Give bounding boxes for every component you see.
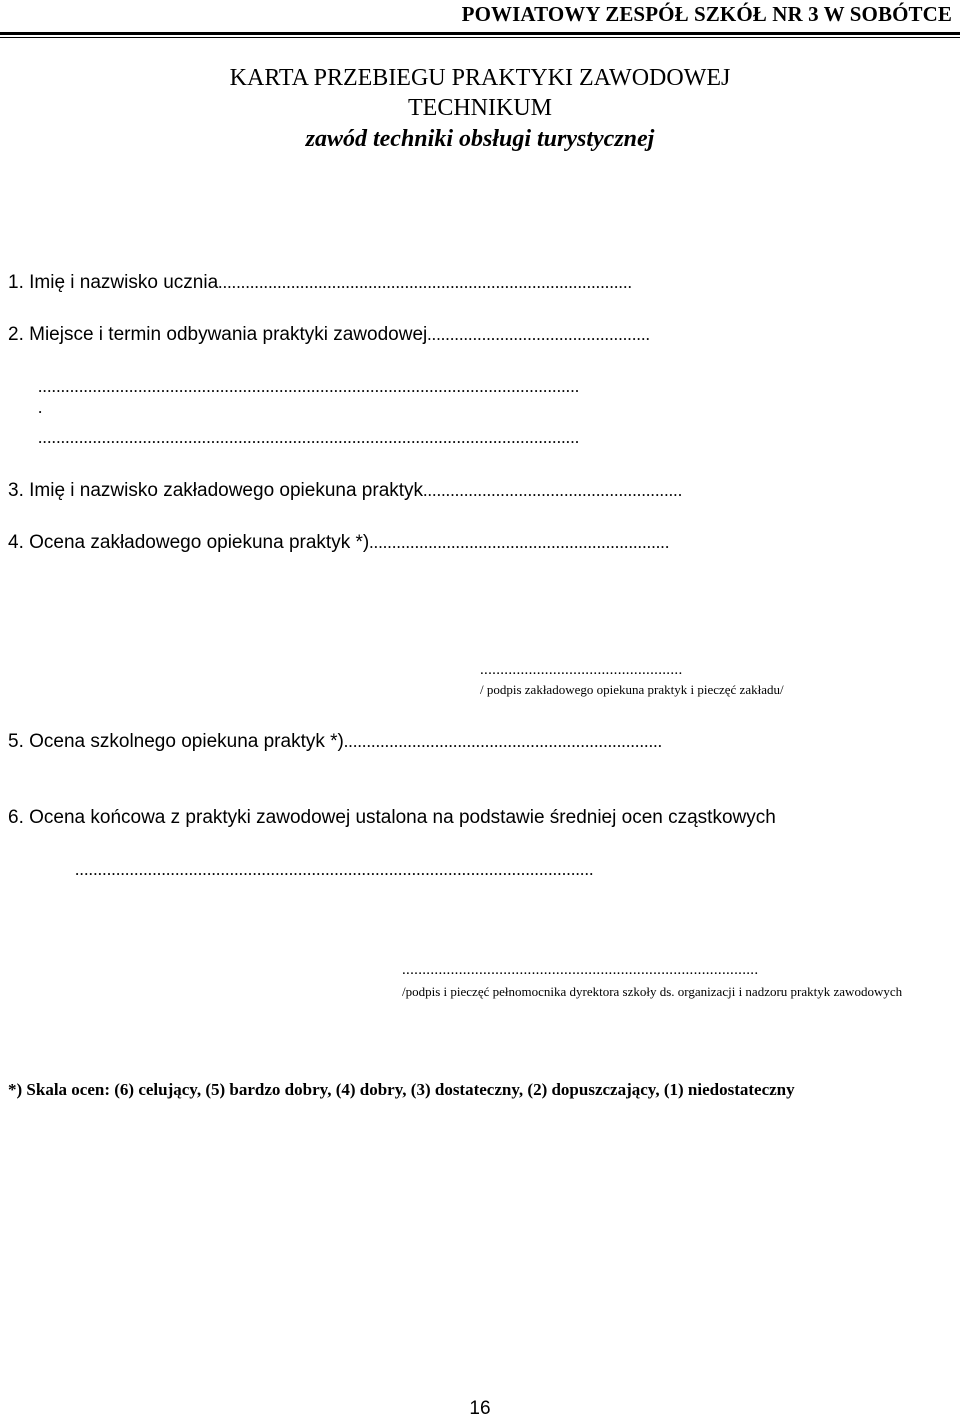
place-and-term-label: 2. Miejsce i termin odbywania praktyki zawodowej <box>8 324 428 345</box>
profession-title: zawód techniki obsługi turystycznej <box>305 126 655 152</box>
company-supervisor-grade-fill-line: .................................................................. <box>369 533 670 552</box>
form-item-company-supervisor-grade <box>8 532 670 554</box>
company-supervisor-label: 3. Imię i nazwisko zakładowego opiekuna praktyk <box>8 480 424 501</box>
student-name-fill-line: ........................................................................................... <box>218 273 633 292</box>
page-number: 16 <box>469 1398 491 1419</box>
place-and-term-fill-line-2: ....................................................................................................................... <box>38 377 580 396</box>
company-supervisor-grade-label: 4. Ocena zakładowego opiekuna praktyk *) <box>8 532 370 553</box>
form-item-company-supervisor <box>8 480 682 502</box>
grading-scale-footnote: *) Skala ocen: (6) celujący, (5) bardzo dobry, (4) dobry, (3) dostateczny, (2) dopuszczający, (1) niedostateczny <box>8 1080 795 1099</box>
place-and-term-fill-line-4: ....................................................................................................................... <box>38 428 580 447</box>
form-item-school-supervisor-grade <box>8 731 662 753</box>
company-supervisor-fill-line: ......................................................... <box>423 481 683 500</box>
company-signature-line: .................................................. <box>480 662 683 678</box>
final-grade-fill-line: .................................................................................................................. <box>75 860 594 879</box>
company-signature-caption: / podpis zakładowego opiekuna praktyk i pieczęć zakładu/ <box>480 682 784 697</box>
school-supervisor-grade-fill-line: ...................................................................... <box>343 732 663 751</box>
header-rule-thin <box>0 37 960 38</box>
header-rule-thick <box>0 32 960 35</box>
form-item-student-name <box>8 272 632 294</box>
document-title: KARTA PRZEBIEGU PRAKTYKI ZAWODOWEJ <box>229 65 731 91</box>
place-and-term-fill-line: ................................................. <box>427 325 651 344</box>
school-supervisor-grade-label: 5. Ocena szkolnego opiekuna praktyk *) <box>8 731 344 752</box>
school-name: POWIATOWY ZESPÓŁ SZKÓŁ NR 3 W SOBÓTCE <box>461 2 952 26</box>
form-item-final-grade <box>8 807 776 829</box>
director-signature-caption: /podpis i pieczęć pełnomocnika dyrektora szkoły ds. organizacji i nadzoru praktyk zawodowych <box>402 984 903 999</box>
school-type-title: TECHNIKUM <box>408 95 552 121</box>
place-and-term-fill-line-3: . <box>38 398 43 417</box>
form-item-place-and-term <box>8 324 650 346</box>
director-signature-line: ........................................................................................ <box>402 962 759 978</box>
student-name-label: 1. Imię i nazwisko ucznia <box>8 272 219 293</box>
final-grade-label: 6. Ocena końcowa z praktyki zawodowej ustalona na podstawie średniej ocen cząstkowych <box>8 807 776 828</box>
